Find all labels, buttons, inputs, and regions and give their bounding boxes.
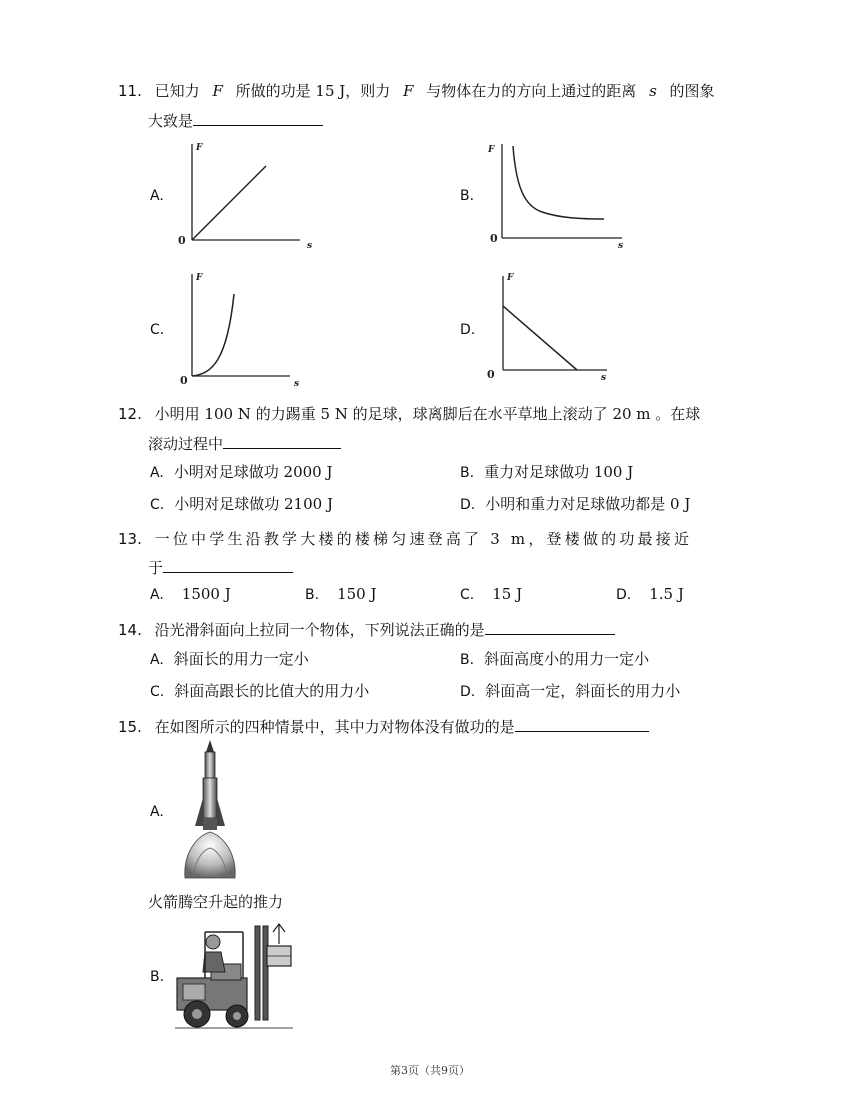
- question-number: 15.: [118, 718, 142, 736]
- question-number: 12.: [118, 405, 142, 423]
- origin-label: 0: [178, 234, 186, 247]
- answer-blank[interactable]: [515, 730, 649, 732]
- q11-line2: [148, 110, 323, 131]
- q15-option-a-label[interactable]: A.: [150, 804, 164, 820]
- y-axis-label: F: [507, 273, 514, 283]
- graph-curve: [192, 166, 266, 240]
- q11-graph-b: [480, 136, 630, 251]
- q14-text: 沿光滑斜面向上拉同一个物体，下列说法正确的是: [154, 621, 485, 639]
- answer-blank[interactable]: [223, 447, 341, 449]
- answer-blank[interactable]: [193, 124, 323, 126]
- q11-text: 的图象: [669, 82, 715, 100]
- q11-graph-c: [172, 266, 322, 388]
- graph-curve: [513, 146, 604, 219]
- x-axis-label: s: [618, 241, 624, 251]
- q11-graph-a: [170, 136, 320, 251]
- q11-text: 大致是: [148, 112, 194, 130]
- origin-label: 0: [487, 368, 495, 381]
- q15-option-b-label[interactable]: B.: [150, 969, 165, 985]
- question-number: 13.: [118, 530, 142, 548]
- q12-line2: [148, 433, 341, 454]
- q15-line1: [118, 716, 649, 737]
- q12-line1: [118, 403, 700, 424]
- origin-label: 0: [490, 232, 498, 245]
- y-axis-label: F: [488, 145, 495, 155]
- q12-option-d[interactable]: D. 小明和重力对足球做功都是 0 J: [460, 495, 691, 513]
- rocket-launch-image: [175, 738, 245, 880]
- q14-option-b[interactable]: B. 斜面高度小的用力一定小: [460, 650, 650, 668]
- q13-line1: [118, 528, 760, 549]
- answer-blank[interactable]: [163, 571, 293, 573]
- q12-text: 滚动过程中: [148, 435, 224, 453]
- q13-option-a[interactable]: A. 1500 J: [150, 585, 231, 603]
- q11-text: 与物体在力的方向上通过的距离: [426, 82, 637, 100]
- q11-var-F: F: [403, 82, 414, 100]
- q11-graph-d: [483, 266, 633, 384]
- y-axis-label: F: [196, 273, 203, 283]
- q13-text: 于: [148, 559, 164, 577]
- q12-text: 小明用 100 N 的力踢重 5 N 的足球，球离脚后在水平草地上滚动了 20 m 。在球: [154, 405, 701, 423]
- q13-line2: [148, 557, 293, 578]
- q11-option-a-label[interactable]: A.: [150, 188, 164, 204]
- q15-text: 在如图所示的四种情景中，其中力对物体没有做功的是: [154, 718, 515, 736]
- origin-label: 0: [180, 374, 188, 387]
- q15-option-a-caption: 火箭腾空升起的推力: [148, 893, 284, 911]
- q11-option-d-label[interactable]: D.: [460, 322, 476, 338]
- q11-option-c-label[interactable]: C.: [150, 322, 165, 338]
- x-axis-label: s: [601, 373, 607, 383]
- q11-text: 所做的功是 15 J，则力: [235, 82, 391, 100]
- q13-option-c[interactable]: C. 15 J: [460, 585, 523, 603]
- q11-option-b-label[interactable]: B.: [460, 188, 475, 204]
- x-axis-label: s: [307, 241, 313, 251]
- q14-line1: [118, 619, 615, 640]
- q14-option-a[interactable]: A. 斜面长的用力一定小: [150, 650, 309, 668]
- q13-option-b[interactable]: B. 150 J: [305, 585, 377, 603]
- x-axis-label: s: [294, 379, 300, 388]
- y-axis-label: F: [196, 143, 203, 153]
- q12-option-b[interactable]: B. 重力对足球做功 100 J: [460, 463, 634, 481]
- q12-option-a[interactable]: A. 小明对足球做功 2000 J: [150, 463, 333, 481]
- question-number: 11.: [118, 82, 142, 100]
- forklift-image: [175, 922, 295, 1030]
- q13-option-d[interactable]: D. 1.5 J: [616, 585, 684, 603]
- answer-blank[interactable]: [485, 633, 615, 635]
- graph-curve: [192, 294, 234, 376]
- q11-line1: [118, 80, 715, 101]
- q13-text: 一位中学生沿教学大楼的楼梯匀速登高了 3 m，登楼做的功最接近: [154, 530, 693, 548]
- q11-text: 已知力: [154, 82, 200, 100]
- graph-curve: [503, 306, 577, 370]
- q11-var-F: F: [212, 82, 223, 100]
- question-number: 14.: [118, 621, 142, 639]
- page-footer: 第3页（共9页）: [390, 1064, 470, 1077]
- q14-option-c[interactable]: C. 斜面高跟长的比值大的用力小: [150, 682, 370, 700]
- q11-var-s: s: [649, 82, 657, 100]
- q12-option-c[interactable]: C. 小明对足球做功 2100 J: [150, 495, 333, 513]
- q14-option-d[interactable]: D. 斜面高一定，斜面长的用力小: [460, 682, 681, 700]
